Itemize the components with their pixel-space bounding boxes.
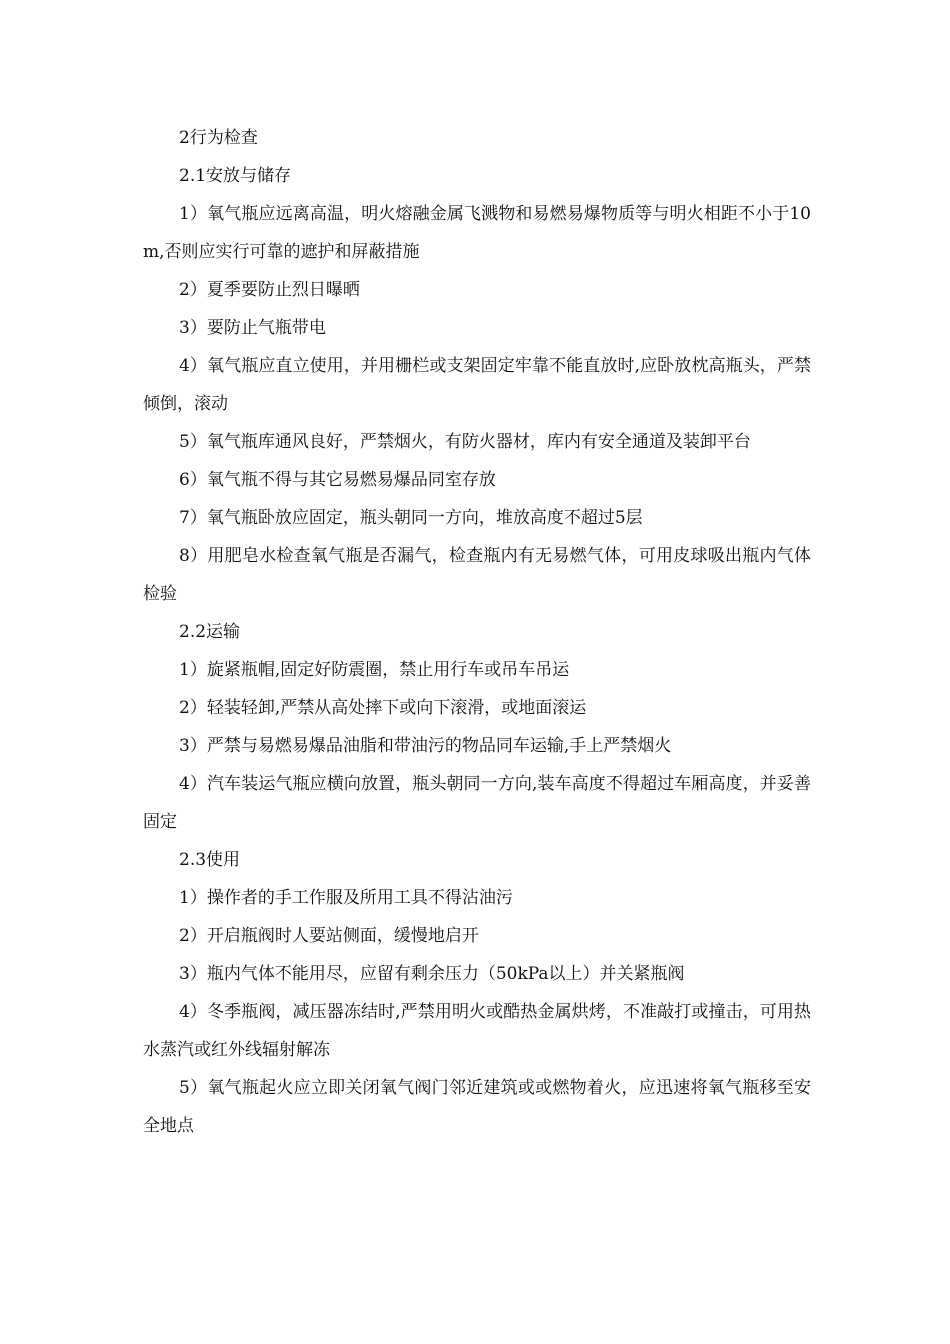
list-item: 1）氧气瓶应远离高温，明火熔融金属飞溅物和易燃易爆物质等与明火相距不小于10m,否则应实行可靠的遮护和屏蔽措施 — [143, 204, 811, 262]
list-item: 1）旋紧瓶帽,固定好防震圈，禁止用行车或吊车吊运 — [179, 660, 570, 680]
list-item: 5）氧气瓶起火应立即关闭氧气阀门邻近建筑或或燃物着火，应迅速将氧气瓶移至安全地点 — [143, 1078, 811, 1136]
list-item: 4）汽车装运气瓶应横向放置，瓶头朝同一方向,装车高度不得超过车厢高度，并妥善固定 — [143, 774, 811, 832]
list-item: 2）夏季要防止烈日曝晒 — [179, 280, 360, 300]
subsection-heading: 2.3使用 — [179, 850, 241, 870]
list-item: 4）冬季瓶阀，减压器冻结时,严禁用明火或酷热金属烘烤，不准敲打或撞击，可用热水蒸汽或红外线辐射解冻 — [143, 1002, 811, 1060]
list-item: 2）开启瓶阀时人要站侧面，缓慢地启开 — [179, 926, 479, 946]
list-item: 1）操作者的手工作服及所用工具不得沾油污 — [179, 888, 513, 908]
section-heading: 2行为检查 — [179, 128, 258, 148]
list-item: 6）氧气瓶不得与其它易燃易爆品同室存放 — [179, 470, 496, 490]
list-item: 3）要防止气瓶带电 — [179, 318, 326, 338]
list-item: 3）瓶内气体不能用尽，应留有剩余压力（50kPa以上）并关紧瓶阀 — [179, 964, 685, 984]
list-item: 7）氧气瓶卧放应固定，瓶头朝同一方向，堆放高度不超过5层 — [179, 508, 643, 528]
list-item: 5）氧气瓶库通风良好，严禁烟火，有防火器材，库内有安全通道及装卸平台 — [179, 432, 751, 452]
list-item: 2）轻装轻卸,严禁从高处摔下或向下滚滑，或地面滚运 — [179, 698, 587, 718]
list-item: 3）严禁与易燃易爆品油脂和带油污的物品同车运输,手上严禁烟火 — [179, 736, 672, 756]
list-item: 4）氧气瓶应直立使用，并用栅栏或支架固定牢靠不能直放时,应卧放枕高瓶头，严禁倾倒，滚动 — [143, 356, 811, 414]
document-body — [143, 119, 811, 1145]
subsection-heading: 2.1安放与储存 — [179, 166, 292, 186]
list-item: 8）用肥皂水检查氧气瓶是否漏气，检查瓶内有无易燃气体，可用皮球吸出瓶内气体检验 — [143, 546, 811, 604]
subsection-heading: 2.2运输 — [179, 622, 241, 642]
